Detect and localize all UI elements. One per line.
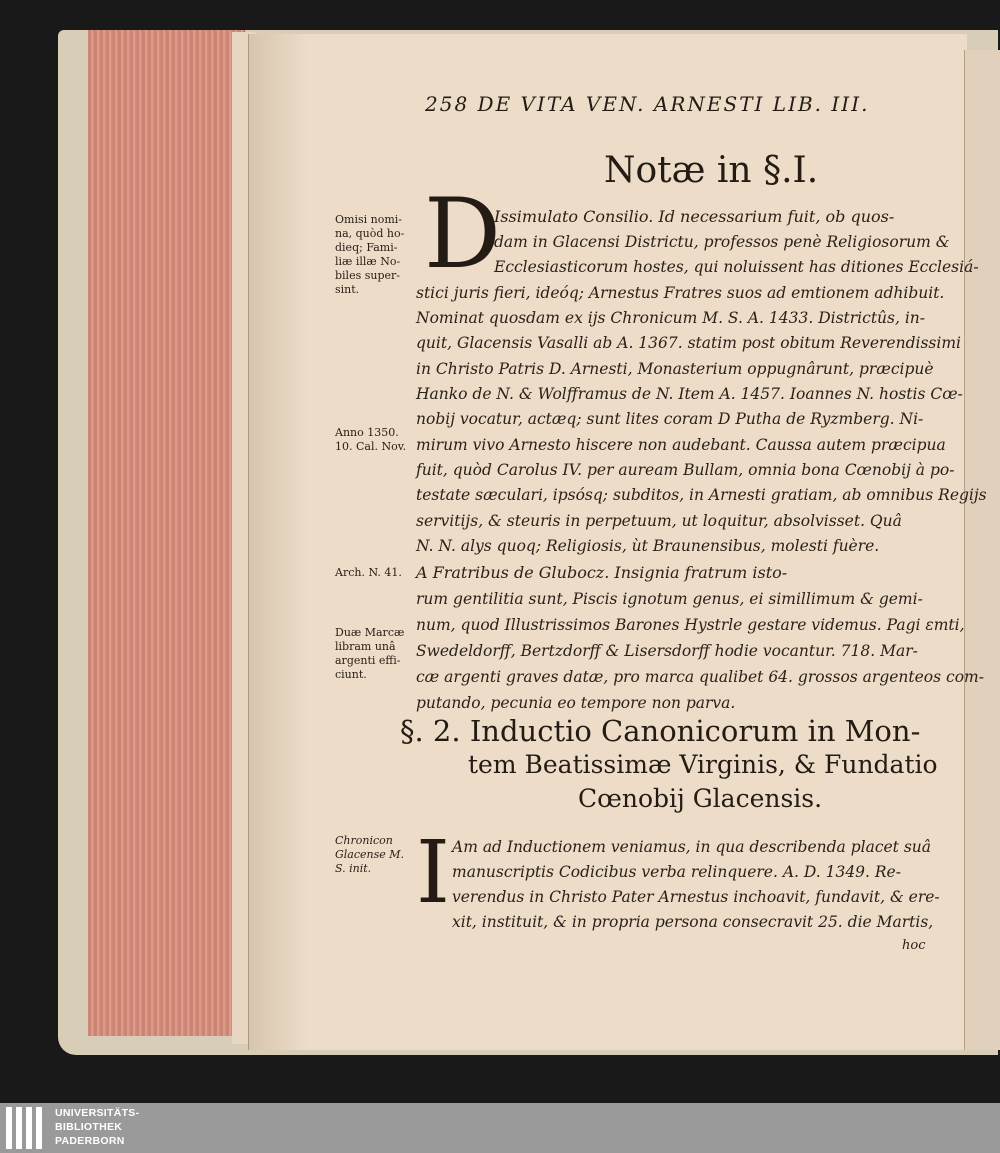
margin-note: Chronicon Glacense M. S. init.	[335, 834, 405, 875]
margin-note: Duæ Marcæ libram unâ argenti effi- ciunt.	[335, 626, 405, 681]
library-logo-icon	[6, 1107, 50, 1149]
section2-title-line: tem Beatissimæ Virginis, & Fundatio	[468, 750, 938, 779]
text-line: testate sæculari, ipsósq; subditos, in Arnesti gratiam, ab omnibus Regijs	[416, 486, 987, 504]
text-line: num, quod Illustrissimos Barones Hystrle gestare videmus. Pagi ɛmti,	[416, 616, 965, 634]
section2-title-line: Cœnobij Glacensis.	[578, 784, 823, 813]
catchword: hoc	[902, 938, 926, 953]
text-line: fuit, quòd Carolus IV. per auream Bullam, omnia bona Cœnobij à po-	[416, 461, 955, 479]
margin-note: Arch. N. 41.	[335, 566, 402, 579]
text-line: Hanko de N. & Wolfframus de N. Item A. 1457. Ioannes N. hostis Cœ-	[416, 385, 963, 403]
drop-cap-i: I	[416, 823, 450, 923]
text-line: servitijs, & steuris in perpetuum, ut loquitur, absolvisset. Quâ	[416, 512, 902, 530]
section1-title: Notæ in §.I.	[604, 150, 819, 191]
text-line: nobij vocatur, actæq; sunt lites coram D Putha de Ryzmberg. Ni-	[416, 410, 924, 428]
text-line: mirum vivo Arnesto hiscere non audebant. Caussa autem præcipua	[416, 436, 946, 454]
text-line: Nominat quosdam ex ijs Chronicum M. S. A. 1433. Districtûs, in-	[416, 309, 926, 327]
margin-note: Anno 1350. 10. Cal. Nov.	[335, 426, 407, 453]
text-line: manuscriptis Codicibus verba relinquere. A. D. 1349. Re-	[452, 863, 901, 881]
section2-title-line: §. 2. Inductio Canonicorum in Mon-	[400, 714, 921, 748]
text-line: Am ad Inductionem veniamus, in qua describenda placet suâ	[452, 838, 932, 856]
text-line: Swedeldorff, Bertzdorff & Lisersdorff hodie vocantur. 718. Mar-	[416, 642, 918, 660]
text-line: N. N. alys quoq; Religiosis, ùt Braunensibus, molesti fuère.	[416, 537, 880, 555]
text-line: quit, Glacensis Vasalli ab A. 1367. statim post obitum Reverendissimi	[416, 334, 961, 352]
text-line: in Christo Patris D. Arnesti, Monasterium oppugnârunt, præcipuè	[416, 360, 934, 378]
running-head: 258 DE VITA VEN. ARNESTI LIB. III.	[425, 92, 870, 116]
text-line: Issimulato Consilio. Id necessarium fuit, ob quos-	[494, 207, 895, 226]
text-line: verendus in Christo Pater Arnestus inchoavit, fundavit, & ere-	[452, 888, 940, 906]
text-line: putando, pecunia eo tempore non parva.	[416, 694, 736, 712]
footer-line: UNIVERSITÄTS-	[55, 1107, 140, 1119]
library-footer	[0, 1103, 1000, 1153]
margin-note: Omisi nomi- na, quòd ho- dieq; Fami- liæ illæ No- biles super- sint.	[335, 213, 405, 296]
text-line: xit, instituit, & in propria persona consecravit 25. die Martis,	[452, 913, 934, 931]
text-line: dam in Glacensi Districtu, professos penè Religiosorum &	[494, 233, 950, 251]
text-line: A Fratribus de Glubocz. Insignia fratrum isto-	[416, 563, 788, 582]
next-page-strip	[964, 50, 1000, 1050]
footer-line: PADERBORN	[55, 1135, 125, 1147]
drop-cap-d: D	[424, 178, 501, 290]
footer-line: BIBLIOTHEK	[55, 1121, 123, 1133]
text-line: rum gentilitia sunt, Piscis ignotum genus, ei simillimum & gemi-	[416, 590, 923, 608]
text-line: cæ argenti graves datæ, pro marca qualibet 64. grossos argenteos com-	[416, 668, 984, 686]
text-line: Ecclesiasticorum hostes, qui noluissent has ditiones Ecclesiá-	[494, 258, 979, 276]
page-edges	[88, 30, 245, 1036]
text-line: stici juris fieri, ideóq; Arnestus Fratres suos ad emtionem adhibuit.	[416, 284, 945, 302]
